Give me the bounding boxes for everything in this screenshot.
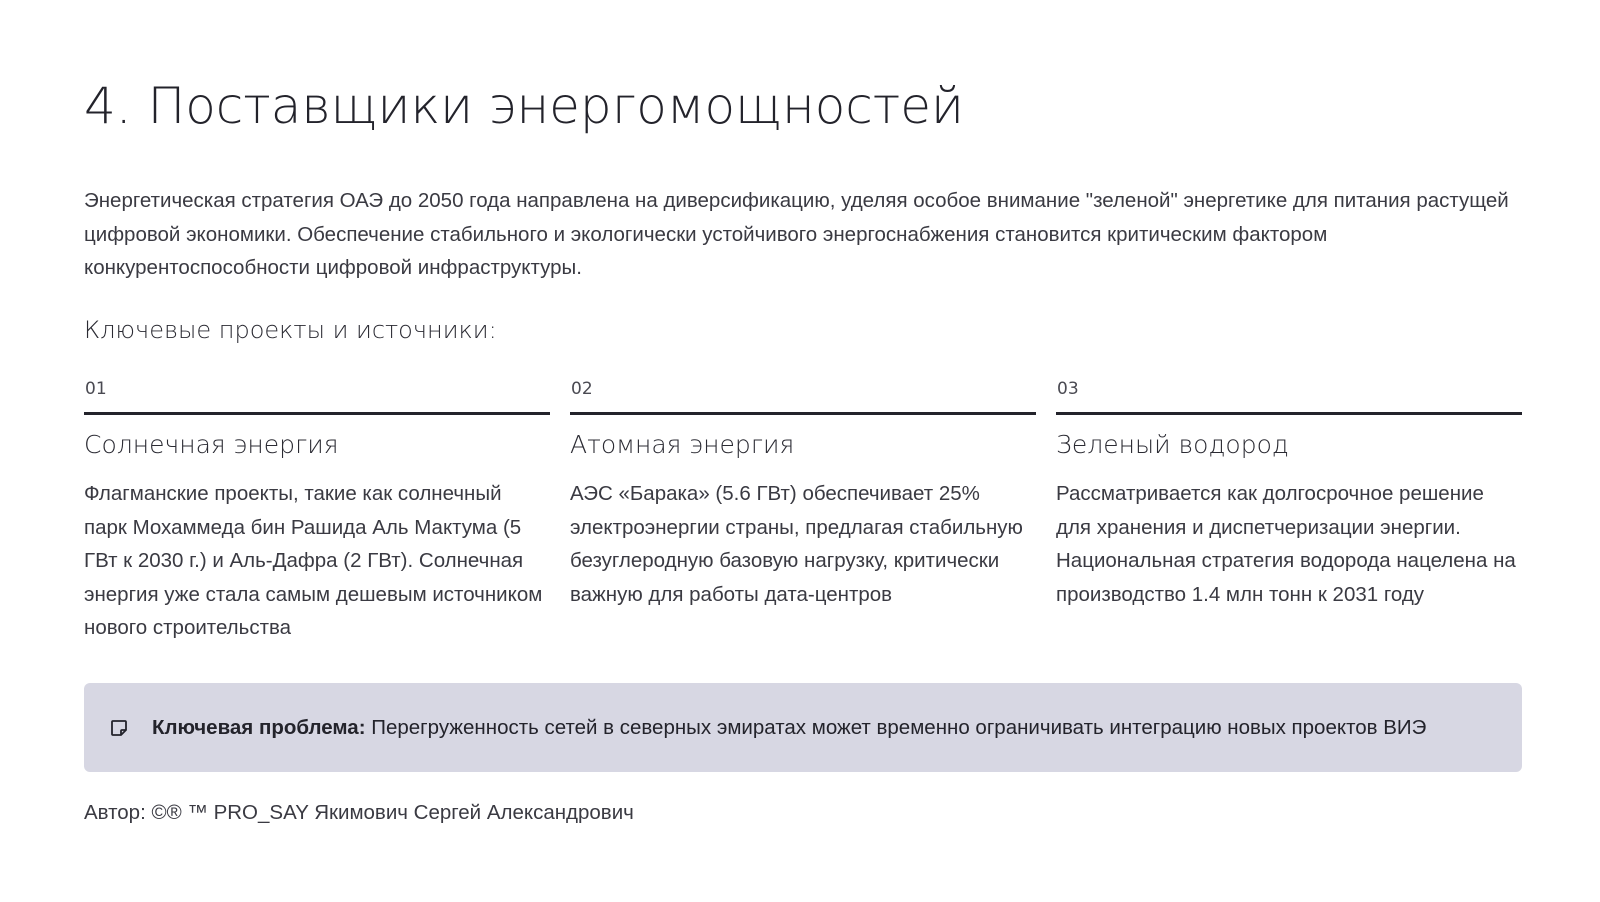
card-title: Зеленый водород bbox=[1056, 430, 1289, 459]
callout-label: Ключевая проблема: bbox=[152, 715, 366, 739]
intro-paragraph: Энергетическая стратегия ОАЭ до 2050 года направлена на диверсификацию, уделяя особое внимание "зеленой" энергетике для питания растущей цифровой экономики. Обеспечение стабильного и экологически устойчивого энергоснабжения становится критическим фактором конкурентоспособности цифровой инфраструктуры. bbox=[84, 189, 1509, 279]
card-solar bbox=[84, 378, 550, 645]
slide bbox=[84, 0, 1522, 902]
card-title: Солнечная энергия bbox=[84, 430, 339, 459]
card-hydrogen bbox=[1056, 378, 1522, 645]
card-number: 02 bbox=[570, 378, 1036, 415]
card-nuclear bbox=[570, 378, 1036, 645]
cards-row bbox=[84, 378, 1522, 645]
card-number: 03 bbox=[1056, 378, 1522, 415]
key-problem-callout bbox=[84, 683, 1522, 772]
callout-body: Перегруженность сетей в северных эмиратах может временно ограничивать интеграцию новых проектов ВИЭ bbox=[365, 715, 1427, 739]
card-number: 01 bbox=[84, 378, 550, 415]
card-text: Флагманские проекты, такие как солнечный парк Мохаммеда бин Рашида Аль Мактума (5 ГВт к 2030 г.) и Аль-Дафра (2 ГВт). Солнечная энергия уже стала самым дешевым источником нового строительства bbox=[84, 482, 543, 639]
page-title: 4. Поставщики энергомощностей bbox=[84, 77, 964, 135]
card-text: Рассматривается как долгосрочное решение для хранения и диспетчеризации энергии. Национальная стратегия водорода нацелена на производство 1.4 млн тонн к 2031 году bbox=[1056, 482, 1516, 606]
card-text: АЭС «Барака» (5.6 ГВт) обеспечивает 25% электроэнергии страны, предлагая стабильную безуглеродную базовую нагрузку, критически важную для работы дата-центров bbox=[570, 482, 1023, 606]
callout-text bbox=[152, 713, 1426, 743]
card-title: Атомная энергия bbox=[570, 430, 795, 459]
author-credit: Автор: ©® ™ PRO_SAY Якимович Сергей Александрович bbox=[84, 801, 634, 824]
sticky-note-icon bbox=[110, 719, 128, 737]
section-subheading: Ключевые проекты и источники: bbox=[84, 316, 497, 344]
